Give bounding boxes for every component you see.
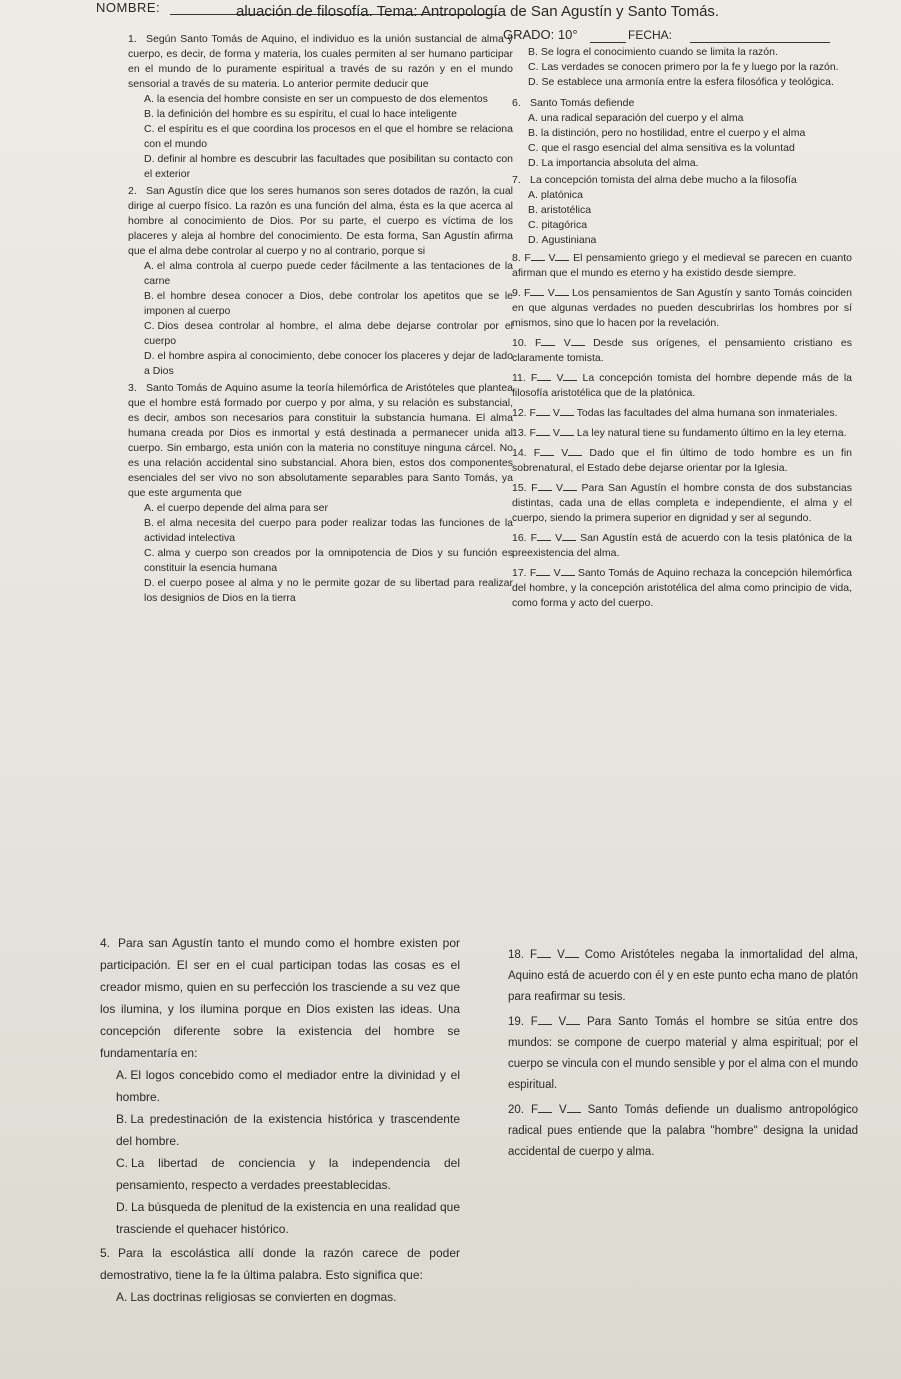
statement-text: Santo Tomás defiende un dualismo antropológico radical pues entiende que la palabra "hombre" designa la unidad accidental de cuerpo y alma. — [508, 1104, 858, 1158]
true-mark: V — [558, 1104, 567, 1116]
true-false-item — [512, 480, 852, 526]
option-a[interactable] — [100, 1286, 460, 1308]
option-a[interactable] — [128, 259, 513, 289]
date-label: FECHA: — [628, 28, 673, 42]
true-blank[interactable] — [562, 530, 576, 541]
option-letter: D. — [144, 350, 155, 362]
true-false-item — [512, 405, 852, 421]
false-mark: F — [529, 407, 536, 419]
true-mark: V — [553, 567, 561, 579]
option-letter: A. — [528, 189, 538, 201]
statement-text: San Agustín está de acuerdo con la tesis platónica de la preexistencia del alma. — [512, 532, 852, 559]
question-stem: Para san Agustín tanto el mundo como el hombre existen por participación. El ser en el cual participan todas las cosas es el creador mismo, quien en su perfección los trasciende a su vez que los ilumina, y los ilumina porque en Dios existen las ideas. Una concepción diferente sobre la existencia del hombre se fundamentaría en: — [100, 936, 460, 1060]
option-text: platónica — [540, 189, 583, 201]
name-label: NOMBRE: — [96, 0, 161, 15]
option-letter: C. — [144, 320, 155, 332]
option-letter: B. — [116, 1112, 128, 1126]
option-letter: A. — [144, 502, 154, 514]
question-number: 16. — [512, 532, 527, 544]
true-blank[interactable] — [555, 250, 569, 261]
option-letter: D. — [528, 157, 539, 169]
true-mark: V — [555, 532, 563, 544]
option-letter: C. — [528, 219, 539, 231]
option-d[interactable] — [512, 156, 852, 171]
option-text: La búsqueda de plenitud de la existencia en una realidad que trasciende el quehacer histórico. — [116, 1200, 460, 1236]
option-text: el hombre aspira al conocimiento, debe conocer los placeres y dejar de lado a Dios — [144, 350, 513, 377]
option-text: el cuerpo posee al alma y no le permite gozar de su libertad para realizar los designios de Dios en la tierra — [144, 577, 513, 604]
option-text: la distinción, pero no hostilidad, entre el cuerpo y el alma — [540, 127, 806, 139]
option-text: el hombre desea conocer a Dios, debe controlar los apetitos que se le imponen al cuerpo — [144, 290, 513, 317]
option-text: una radical separación del cuerpo y el alma — [540, 112, 744, 124]
option-letter: C. — [144, 547, 155, 559]
statement-text: Para Santo Tomás el hombre se sitúa entre dos mundos: se compone de cuerpo material y alma espiritual; por el cuerpo se vincula con el mundo sensible y por el alma con el mundo espiritual. — [508, 1016, 859, 1091]
false-blank[interactable] — [531, 250, 545, 261]
true-false-item — [508, 1012, 858, 1096]
false-blank[interactable] — [530, 285, 544, 296]
statement-text: Dado que el fin último de todo hombre es un fin sobrenatural, el Estado debe dejarse orientar por la Iglesia. — [512, 447, 853, 474]
true-mark: V — [547, 287, 555, 299]
true-mark: V — [558, 1016, 567, 1028]
option-letter: C. — [116, 1156, 128, 1170]
true-blank[interactable] — [566, 1014, 580, 1025]
option-letter: D. — [144, 153, 155, 165]
option-text: la esencia del hombre consiste en ser un compuesto de dos elementos — [156, 93, 488, 105]
option-text: Se logra el conocimiento cuando se limita la razón. — [540, 46, 778, 58]
question-stem: La concepción tomista del alma debe mucho a la filosofía — [530, 174, 797, 186]
option-text: el alma necesita del cuerpo para poder realizar todas las funciones de la actividad intelectiva — [144, 517, 513, 544]
question-stem: San Agustín dice que los seres humanos son seres dotados de razón, la cual dirige al cuerpo físico. La razón es una función del alma, ésta es la que acerca al hombre al conocimiento de Dios. Por su parte, el cuerpo es víctima de los placeres y aleja al hombre del conocimiento. De esta forma, San Agustín afirma que el alma debe controlar al cuerpo y no al contrario, porque si — [128, 185, 513, 257]
option-text: La importancia absoluta del alma. — [541, 157, 699, 169]
option-letter: D. — [144, 577, 155, 589]
option-text: Las doctrinas religiosas se convierten en dogmas. — [130, 1290, 397, 1304]
question-number: 2. — [128, 185, 137, 197]
true-blank[interactable] — [571, 335, 585, 346]
question-4 — [100, 932, 460, 1240]
option-text: el alma controla al cuerpo puede ceder fácilmente a las tentaciones de la carne — [144, 260, 513, 287]
false-mark: F — [529, 427, 536, 439]
option-a[interactable] — [128, 501, 513, 516]
option-text: definir al hombre es descubrir las facultades que posibilitan su contacto con el exterior — [144, 153, 513, 180]
option-d[interactable] — [512, 233, 852, 248]
question-number: 19. — [508, 1016, 524, 1028]
question-number: 12. — [512, 407, 527, 419]
true-mark: V — [561, 447, 569, 459]
false-mark: F — [531, 482, 538, 494]
false-mark: F — [524, 287, 531, 299]
option-letter: A. — [144, 260, 154, 272]
true-mark: V — [548, 252, 556, 264]
question-stem: Según Santo Tomás de Aquino, el individuo es la unión sustancial de alma y cuerpo, es decir, de forma y materia, los cuales permiten al ser humano participar en el mundo de lo puramente espiritual a través de su razón y en el mundo sensorial a través de su materia. Lo anterior permite deducir que — [128, 33, 513, 90]
statement-text: Como Aristóteles negaba la inmortalidad del alma, Aquino está de acuerdo con él y en este punto echa mano de platón para reafirmar su tesis. — [508, 949, 858, 1003]
option-c[interactable] — [512, 218, 852, 233]
option-letter: B. — [144, 517, 154, 529]
option-text: La libertad de conciencia y la independencia del pensamiento, respecto a verdades preestablecidas. — [116, 1156, 460, 1192]
option-text: Las verdades se conocen primero por la fe y luego por la razón. — [541, 61, 839, 73]
statement-text: Santo Tomás de Aquino rechaza la concepción hilemórfica del hombre, y la concepción aristotélica del alma como principio de vida, como forma y acto del cuerpo. — [512, 567, 853, 609]
option-text: pitagórica — [541, 219, 588, 231]
option-letter: B. — [144, 108, 154, 120]
true-blank[interactable] — [560, 405, 574, 416]
question-number: 4. — [100, 936, 111, 950]
question-5 — [100, 1242, 460, 1308]
grade-label: GRADO: 10° — [503, 27, 578, 42]
option-c[interactable] — [128, 319, 513, 349]
option-text: La predestinación de la existencia histórica y trascendente del hombre. — [116, 1112, 460, 1148]
question-number: 6. — [512, 97, 521, 109]
false-blank[interactable] — [536, 565, 550, 576]
true-blank[interactable] — [568, 445, 582, 456]
true-false-item — [512, 335, 852, 366]
question-number: 10. — [512, 337, 527, 349]
question-stem: Santo Tomás de Aquino asume la teoría hilemórfica de Aristóteles que plantea que el hombre está formado por cuerpo y por alma, y su relación es substancial, es decir, ambos son necesarios para constituir la substancia humana. El alma humana creada por Dios es inmortal y está destinada a permanecer unida al cuerpo. Sin embargo, esta unión con la materia no constituye ninguna cárcel. No es una relación accidental sino substancial. Ahora bien, estos dos componentes esenciales del ser vivo no son absolutamente separables para Santo Tomás, ya que este argumenta que — [128, 382, 513, 499]
false-mark: F — [530, 949, 538, 961]
true-mark: V — [556, 482, 564, 494]
question-number: 8. — [512, 252, 521, 264]
option-letter: D. — [528, 76, 539, 88]
question-number: 15. — [512, 482, 527, 494]
true-blank[interactable] — [555, 285, 569, 296]
option-a[interactable] — [100, 1064, 460, 1108]
true-mark: V — [556, 372, 564, 384]
option-b[interactable] — [512, 45, 852, 60]
option-d[interactable] — [128, 152, 513, 182]
option-c[interactable] — [128, 122, 513, 152]
option-letter: D. — [116, 1200, 128, 1214]
date-line — [690, 42, 830, 43]
option-letter: C. — [144, 123, 155, 135]
true-false-item — [508, 1100, 858, 1163]
false-blank[interactable] — [536, 425, 550, 436]
true-false-list-large — [508, 945, 858, 1167]
false-mark: F — [533, 447, 541, 459]
statement-text: El pensamiento griego y el medieval se parecen en cuanto afirman que el mundo es eterno y ha existido desde siempre. — [512, 252, 852, 279]
true-blank[interactable] — [561, 565, 575, 576]
option-text: que el rasgo esencial del alma sensitiva es la voluntad — [541, 142, 795, 154]
option-text: Se establece una armonía entre la esfera filosófica y teológica. — [541, 76, 834, 88]
question-number: 11. — [512, 372, 526, 384]
statement-text: La ley natural tiene su fundamento último en la ley eterna. — [576, 427, 847, 439]
question-1 — [128, 32, 513, 182]
statement-text: La concepción tomista del hombre depende más de la filosofía aristotélica que de la platónica. — [512, 372, 853, 399]
option-d[interactable] — [128, 349, 513, 379]
question-3 — [128, 381, 513, 606]
option-letter: C. — [528, 142, 539, 154]
option-letter: C. — [528, 61, 539, 73]
option-letter: B. — [528, 46, 538, 58]
false-mark: F — [529, 567, 537, 579]
false-mark: F — [534, 337, 542, 349]
grade-line — [590, 42, 626, 43]
question-6 — [512, 96, 852, 171]
option-a[interactable] — [512, 188, 852, 203]
true-blank[interactable] — [560, 425, 574, 436]
false-blank[interactable] — [538, 1102, 552, 1113]
option-letter: A. — [116, 1290, 128, 1304]
false-blank[interactable] — [537, 530, 551, 541]
option-letter: B. — [144, 290, 154, 302]
option-letter: B. — [528, 127, 538, 139]
option-c[interactable] — [128, 546, 513, 576]
option-text: El logos concebido como el mediador entre la divinidad y el hombre. — [116, 1068, 460, 1104]
option-a[interactable] — [128, 92, 513, 107]
worksheet-title: aluación de filosofía. Tema: Antropología de San Agustín y Santo Tomás. — [236, 3, 720, 20]
option-letter: A. — [144, 93, 154, 105]
false-mark: F — [524, 252, 531, 264]
option-c[interactable] — [512, 60, 852, 75]
statement-text: Todas las facultades del alma humana son inmateriales. — [576, 407, 838, 419]
statement-text: Para San Agustín el hombre consta de dos substancias distintas, cada una de ellas completa e independiente, el alma y el cuerpo, siendo la primera superior en dignidad y ser al segundo. — [512, 482, 852, 524]
option-text: la definición del hombre es su espíritu, el cual lo hace inteligente — [156, 108, 457, 120]
question-number: 14. — [512, 447, 527, 459]
option-text: alma y cuerpo son creados por la omnipotencia de Dios y su función es constituir la esencia humana — [144, 547, 513, 574]
option-letter: A. — [116, 1068, 128, 1082]
option-letter: B. — [528, 204, 538, 216]
question-stem: Santo Tomás defiende — [530, 97, 635, 109]
true-blank[interactable] — [565, 947, 579, 958]
false-mark: F — [530, 372, 538, 384]
option-d[interactable] — [128, 576, 513, 606]
right-column — [512, 45, 852, 615]
option-b[interactable] — [512, 126, 852, 141]
false-blank[interactable] — [540, 445, 554, 456]
option-d[interactable] — [100, 1196, 460, 1240]
false-blank[interactable] — [538, 1014, 552, 1025]
question-2 — [128, 184, 513, 379]
true-false-item — [512, 285, 852, 331]
true-false-list — [512, 250, 852, 611]
option-b[interactable] — [100, 1108, 460, 1152]
option-letter: D. — [528, 234, 539, 246]
true-mark: V — [552, 407, 560, 419]
false-blank[interactable] — [541, 335, 555, 346]
question-number: 1. — [128, 33, 137, 45]
option-d[interactable] — [512, 75, 852, 90]
question-number: 3. — [128, 382, 137, 394]
option-text: el cuerpo depende del alma para ser — [156, 502, 328, 514]
option-a[interactable] — [512, 111, 852, 126]
question-number: 18. — [508, 949, 524, 961]
false-blank[interactable] — [538, 480, 552, 491]
false-mark: F — [530, 1104, 538, 1116]
false-blank[interactable] — [537, 370, 551, 381]
option-b[interactable] — [512, 203, 852, 218]
question-stem: Para la escolástica allí donde la razón carece de poder demostrativo, tiene la fe la última palabra. Esto significa que: — [100, 1246, 460, 1282]
true-mark: V — [563, 337, 571, 349]
option-c[interactable] — [512, 141, 852, 156]
true-mark: V — [557, 949, 565, 961]
statement-text: Desde sus orígenes, el pensamiento cristiano es claramente tomista. — [512, 337, 853, 364]
true-false-item — [508, 945, 858, 1008]
true-false-item — [512, 370, 852, 401]
option-text: el espíritu es el que coordina los procesos en el que el hombre se relaciona con el mundo — [144, 123, 513, 150]
question-number: 5. — [100, 1246, 111, 1260]
question-number: 20. — [508, 1104, 524, 1116]
true-false-item — [512, 445, 852, 476]
false-blank[interactable] — [536, 405, 550, 416]
true-false-item — [512, 250, 852, 281]
option-c[interactable] — [100, 1152, 460, 1196]
option-letter: A. — [528, 112, 538, 124]
true-false-item — [512, 425, 852, 441]
option-b[interactable] — [128, 289, 513, 319]
bottom-left-column — [100, 932, 460, 1310]
true-blank[interactable] — [563, 480, 577, 491]
question-number: 17. — [512, 567, 527, 579]
option-b[interactable] — [128, 516, 513, 546]
true-blank[interactable] — [567, 1102, 581, 1113]
question-number: 7. — [512, 174, 521, 186]
question-7 — [512, 173, 852, 248]
question-number: 13. — [512, 427, 527, 439]
false-mark: F — [530, 532, 538, 544]
option-text: Agustiniana — [541, 234, 597, 246]
true-blank[interactable] — [563, 370, 577, 381]
option-text: Dios desea controlar al hombre, el alma debe dejarse controlar por el cuerpo — [144, 320, 513, 347]
left-column — [128, 32, 513, 608]
true-mark: V — [552, 427, 560, 439]
false-blank[interactable] — [537, 947, 551, 958]
true-false-item — [512, 565, 852, 611]
option-text: aristotélica — [540, 204, 592, 216]
option-b[interactable] — [128, 107, 513, 122]
true-false-item — [512, 530, 852, 561]
statement-text: Los pensamientos de San Agustín y santo Tomás coinciden en que algunas verdades no pueden descubrirlas los hombres por sí mismos, sino que lo hacen por la revelación. — [512, 287, 852, 329]
false-mark: F — [530, 1016, 538, 1028]
question-number: 9. — [512, 287, 521, 299]
